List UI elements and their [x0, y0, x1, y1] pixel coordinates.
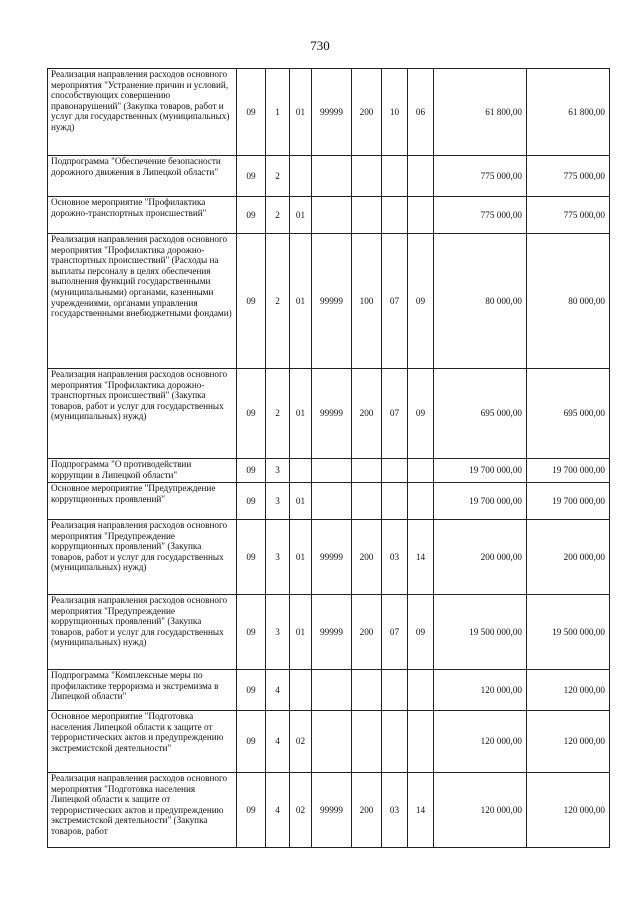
row-code-subchapter: 09 — [408, 369, 434, 459]
row-code-chapter: 07 — [382, 369, 408, 459]
row-amount-second: 120 000,00 — [527, 670, 610, 711]
row-amount-first: 120 000,00 — [434, 670, 527, 711]
row-code-subchapter: 14 — [408, 773, 434, 848]
row-code-subprogram: 1 — [266, 69, 290, 156]
row-code-subchapter — [408, 670, 434, 711]
row-code-event: 02 — [290, 711, 312, 773]
row-amount-second: 120 000,00 — [527, 773, 610, 848]
row-code-subchapter: 06 — [408, 69, 434, 156]
row-description: Реализация направления расходов основного мероприятия "Предупреждение коррупционных проявлений" (Закупка товаров, работ и услуг для государственных (муниципальных) нужд) — [48, 520, 237, 595]
row-code-expense-type — [352, 197, 382, 234]
row-code-chapter — [382, 711, 408, 773]
row-code-subchapter: 14 — [408, 520, 434, 595]
row-code-chapter — [382, 483, 408, 520]
table-row — [48, 156, 610, 197]
page-number: 730 — [310, 38, 330, 53]
row-code-event — [290, 156, 312, 197]
row-code-expense-type: 200 — [352, 595, 382, 670]
row-code-subchapter — [408, 156, 434, 197]
table-row — [48, 69, 610, 156]
row-code-expense-type — [352, 459, 382, 483]
row-code-section: 09 — [237, 369, 266, 459]
row-description: Основное мероприятие "Подготовка населения Липецкой области к защите от террористических актов и предупреждению экстремистской деятельности" — [48, 711, 237, 773]
row-code-section: 09 — [237, 459, 266, 483]
row-amount-first: 80 000,00 — [434, 234, 527, 369]
row-code-direction — [312, 156, 352, 197]
row-amount-second: 200 000,00 — [527, 520, 610, 595]
row-code-direction — [312, 711, 352, 773]
row-code-expense-type: 200 — [352, 369, 382, 459]
row-code-chapter — [382, 670, 408, 711]
row-amount-first: 19 500 000,00 — [434, 595, 527, 670]
row-amount-first: 120 000,00 — [434, 773, 527, 848]
row-code-chapter: 03 — [382, 773, 408, 848]
row-amount-first: 19 700 000,00 — [434, 483, 527, 520]
row-code-direction — [312, 670, 352, 711]
table-row — [48, 520, 610, 595]
row-code-subchapter — [408, 459, 434, 483]
row-code-expense-type — [352, 156, 382, 197]
row-amount-first: 120 000,00 — [434, 711, 527, 773]
row-description: Подпрограмма "Обеспечение безопасности дорожного движения в Липецкой области" — [48, 156, 237, 197]
row-code-subprogram: 4 — [266, 773, 290, 848]
row-code-event: 01 — [290, 369, 312, 459]
row-code-section: 09 — [237, 773, 266, 848]
table-row — [48, 369, 610, 459]
row-code-section: 09 — [237, 520, 266, 595]
row-code-direction: 99999 — [312, 369, 352, 459]
row-code-event: 01 — [290, 234, 312, 369]
row-code-direction: 99999 — [312, 69, 352, 156]
row-code-subprogram: 2 — [266, 197, 290, 234]
row-code-section: 09 — [237, 197, 266, 234]
row-amount-second: 80 000,00 — [527, 234, 610, 369]
table-row — [48, 670, 610, 711]
row-code-subprogram: 4 — [266, 670, 290, 711]
row-code-direction — [312, 197, 352, 234]
row-code-subchapter: 09 — [408, 234, 434, 369]
row-code-expense-type: 200 — [352, 69, 382, 156]
row-code-section: 09 — [237, 595, 266, 670]
row-amount-first: 775 000,00 — [434, 156, 527, 197]
row-code-event: 01 — [290, 520, 312, 595]
row-code-subchapter — [408, 483, 434, 520]
budget-table — [47, 68, 610, 848]
row-code-subprogram: 2 — [266, 369, 290, 459]
row-code-expense-type — [352, 711, 382, 773]
row-code-chapter: 10 — [382, 69, 408, 156]
row-amount-first: 19 700 000,00 — [434, 459, 527, 483]
row-description: Реализация направления расходов основного мероприятия "Устранение причин и условий, способствующих совершению правонарушений" (Закупка товаров, работ и услуг для государственных (муниципальных) нужд) — [48, 69, 237, 156]
row-code-subchapter: 09 — [408, 595, 434, 670]
row-description: Подпрограмма "О противодействии коррупции в Липецкой области" — [48, 459, 237, 483]
row-description: Подпрограмма "Комплексные меры по профилактике терроризма и экстремизма в Липецкой области" — [48, 670, 237, 711]
row-code-subprogram: 3 — [266, 595, 290, 670]
row-amount-first: 695 000,00 — [434, 369, 527, 459]
row-code-expense-type: 200 — [352, 773, 382, 848]
row-code-subchapter — [408, 711, 434, 773]
table-body — [48, 69, 610, 848]
row-code-direction: 99999 — [312, 595, 352, 670]
row-code-section: 09 — [237, 670, 266, 711]
row-code-event: 02 — [290, 773, 312, 848]
row-code-chapter: 03 — [382, 520, 408, 595]
row-amount-second: 120 000,00 — [527, 711, 610, 773]
row-code-expense-type: 200 — [352, 520, 382, 595]
table-row — [48, 483, 610, 520]
table-row — [48, 595, 610, 670]
row-description: Реализация направления расходов основного мероприятия "Профилактика дорожно-транспортных происшествий" (Закупка товаров, работ и услуг для государственных (муниципальных) нужд) — [48, 369, 237, 459]
row-code-subprogram: 2 — [266, 234, 290, 369]
table-row — [48, 197, 610, 234]
row-code-event: 01 — [290, 69, 312, 156]
row-code-section: 09 — [237, 483, 266, 520]
row-amount-first: 61 800,00 — [434, 69, 527, 156]
row-code-subprogram: 3 — [266, 459, 290, 483]
row-code-subprogram: 3 — [266, 520, 290, 595]
row-amount-second: 61 800,00 — [527, 69, 610, 156]
row-code-event: 01 — [290, 197, 312, 234]
row-code-chapter: 07 — [382, 234, 408, 369]
row-amount-first: 200 000,00 — [434, 520, 527, 595]
row-code-subchapter — [408, 197, 434, 234]
row-code-section: 09 — [237, 234, 266, 369]
row-code-event — [290, 459, 312, 483]
row-description: Основное мероприятие "Профилактика дорожно-транспортных происшествий" — [48, 197, 237, 234]
row-code-section: 09 — [237, 69, 266, 156]
row-code-expense-type: 100 — [352, 234, 382, 369]
row-code-event: 01 — [290, 483, 312, 520]
row-code-direction: 99999 — [312, 520, 352, 595]
row-code-section: 09 — [237, 156, 266, 197]
row-code-direction: 99999 — [312, 234, 352, 369]
row-amount-second: 19 700 000,00 — [527, 483, 610, 520]
row-code-direction — [312, 459, 352, 483]
table-row — [48, 773, 610, 848]
row-code-direction: 99999 — [312, 773, 352, 848]
row-code-direction — [312, 483, 352, 520]
row-code-section: 09 — [237, 711, 266, 773]
row-description: Реализация направления расходов основного мероприятия "Профилактика дорожно-транспортных происшествий" (Расходы на выплаты персоналу в целях обеспечения выполнения функций государственными (муниципальными) органами, казенными учреждениями, органами управления государственными внебюджетными фондами) — [48, 234, 237, 369]
row-code-expense-type — [352, 483, 382, 520]
row-amount-first: 775 000,00 — [434, 197, 527, 234]
row-amount-second: 19 700 000,00 — [527, 459, 610, 483]
row-code-chapter — [382, 197, 408, 234]
row-description: Основное мероприятие "Предупреждение коррупционных проявлений" — [48, 483, 237, 520]
row-description: Реализация направления расходов основного мероприятия "Предупреждение коррупционных проявлений" (Закупка товаров, работ и услуг для государственных (муниципальных) нужд) — [48, 595, 237, 670]
row-code-chapter — [382, 156, 408, 197]
row-amount-second: 775 000,00 — [527, 197, 610, 234]
row-code-chapter: 07 — [382, 595, 408, 670]
row-code-subprogram: 4 — [266, 711, 290, 773]
row-code-subprogram: 3 — [266, 483, 290, 520]
row-amount-second: 775 000,00 — [527, 156, 610, 197]
row-code-subprogram: 2 — [266, 156, 290, 197]
table-row — [48, 711, 610, 773]
row-code-event: 01 — [290, 595, 312, 670]
table-row — [48, 234, 610, 369]
row-description: Реализация направления расходов основного мероприятия "Подготовка населения Липецкой области к защите от террористических актов и предупреждению экстремистской деятельности" (Закупка товаров, работ — [48, 773, 237, 848]
row-code-chapter — [382, 459, 408, 483]
row-amount-second: 19 500 000,00 — [527, 595, 610, 670]
table-row — [48, 459, 610, 483]
row-amount-second: 695 000,00 — [527, 369, 610, 459]
row-code-event — [290, 670, 312, 711]
row-code-expense-type — [352, 670, 382, 711]
